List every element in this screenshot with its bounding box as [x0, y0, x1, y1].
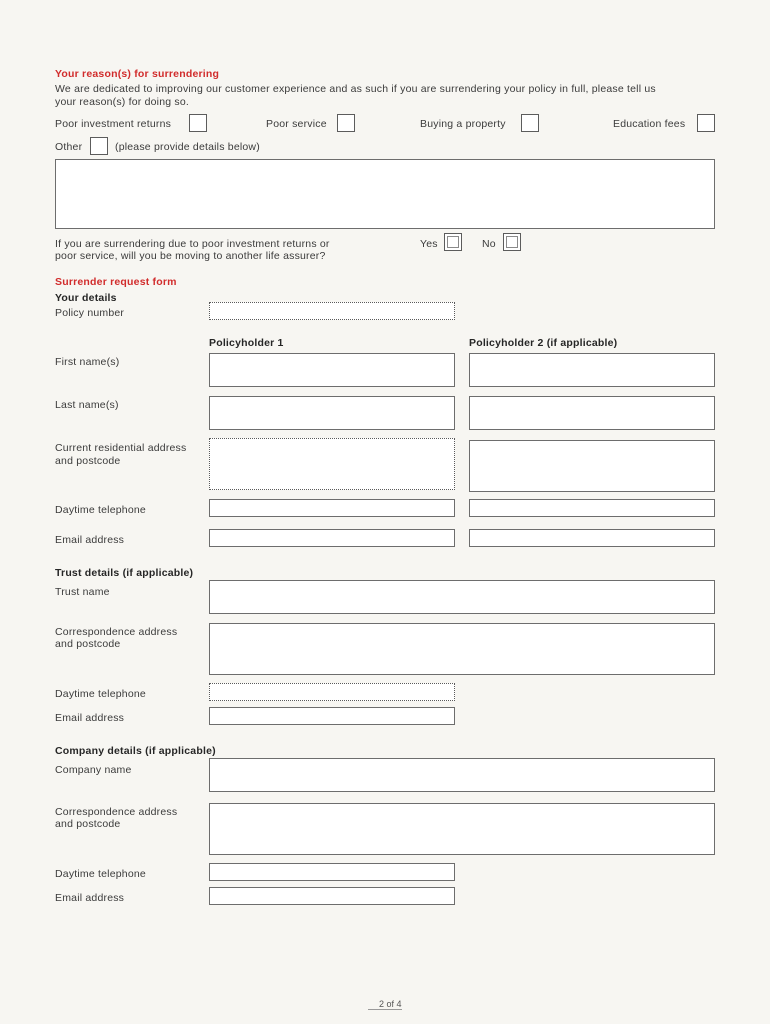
trust-address-label-line1: Correspondence address: [55, 626, 178, 638]
buying-property-checkbox[interactable]: [521, 114, 539, 132]
education-fees-checkbox[interactable]: [697, 114, 715, 132]
trust-heading: Trust details (if applicable): [55, 567, 194, 579]
poor-investment-checkbox[interactable]: [189, 114, 207, 132]
policyholder1-heading: Policyholder 1: [209, 337, 284, 349]
policy-number-label: Policy number: [55, 307, 125, 319]
ph2-address-input[interactable]: [469, 440, 715, 492]
no-label: No: [482, 238, 496, 250]
last-names-label: Last name(s): [55, 399, 119, 411]
trust-telephone-input[interactable]: [209, 683, 455, 701]
company-address-label-line2: and postcode: [55, 818, 121, 830]
option-label-poor-investment: Poor investment returns: [55, 118, 172, 130]
ph2-email-input[interactable]: [469, 529, 715, 547]
ph2-last-names-input[interactable]: [469, 396, 715, 430]
assurer-question-line2: poor service, will you be moving to another life assurer?: [55, 250, 326, 262]
other-checkbox[interactable]: [90, 137, 108, 155]
option-label-other: Other: [55, 141, 83, 153]
company-heading: Company details (if applicable): [55, 745, 216, 757]
reasons-intro-line1: We are dedicated to improving our customer experience and as such if you are surrendering your policy in full, please tell us: [55, 83, 656, 95]
company-email-label: Email address: [55, 892, 125, 904]
poor-service-checkbox[interactable]: [337, 114, 355, 132]
ph1-telephone-input[interactable]: [209, 499, 455, 517]
policy-number-input[interactable]: [209, 302, 455, 320]
residential-address-label-line2: and postcode: [55, 455, 121, 467]
form-heading: Surrender request form: [55, 276, 177, 288]
ph1-address-input[interactable]: [209, 438, 455, 490]
option-label-education-fees: Education fees: [613, 118, 686, 130]
company-telephone-input[interactable]: [209, 863, 455, 881]
other-hint: (please provide details below): [115, 141, 260, 153]
ph2-first-names-input[interactable]: [469, 353, 715, 387]
trust-name-label: Trust name: [55, 586, 110, 598]
trust-telephone-label: Daytime telephone: [55, 688, 146, 700]
ph2-telephone-input[interactable]: [469, 499, 715, 517]
trust-name-input[interactable]: [209, 580, 715, 614]
ph1-first-names-input[interactable]: [209, 353, 455, 387]
company-telephone-label: Daytime telephone: [55, 868, 146, 880]
your-details-heading: Your details: [55, 292, 117, 304]
no-checkbox[interactable]: [503, 233, 521, 251]
trust-address-label-line2: and postcode: [55, 638, 121, 650]
option-label-poor-service: Poor service: [266, 118, 327, 130]
reasons-intro-line2: your reason(s) for doing so.: [55, 96, 189, 108]
trust-address-input[interactable]: [209, 623, 715, 675]
email-address-label: Email address: [55, 534, 125, 546]
yes-checkbox[interactable]: [444, 233, 462, 251]
yes-label: Yes: [420, 238, 438, 250]
daytime-telephone-label: Daytime telephone: [55, 504, 146, 516]
residential-address-label-line1: Current residential address: [55, 442, 187, 454]
assurer-question-line1: If you are surrendering due to poor investment returns or: [55, 238, 330, 250]
company-address-input[interactable]: [209, 803, 715, 855]
ph1-last-names-input[interactable]: [209, 396, 455, 430]
company-name-input[interactable]: [209, 758, 715, 792]
page-number: 2 of 4: [379, 999, 402, 1009]
company-name-label: Company name: [55, 764, 132, 776]
page-number-rule: [368, 1009, 402, 1010]
first-names-label: First name(s): [55, 356, 120, 368]
ph1-email-input[interactable]: [209, 529, 455, 547]
company-address-label-line1: Correspondence address: [55, 806, 178, 818]
reasons-heading: Your reason(s) for surrendering: [55, 68, 220, 80]
trust-email-input[interactable]: [209, 707, 455, 725]
company-email-input[interactable]: [209, 887, 455, 905]
policyholder2-heading: Policyholder 2 (if applicable): [469, 337, 618, 349]
trust-email-label: Email address: [55, 712, 125, 724]
option-label-buying-property: Buying a property: [420, 118, 506, 130]
other-details-textarea[interactable]: [55, 159, 715, 229]
